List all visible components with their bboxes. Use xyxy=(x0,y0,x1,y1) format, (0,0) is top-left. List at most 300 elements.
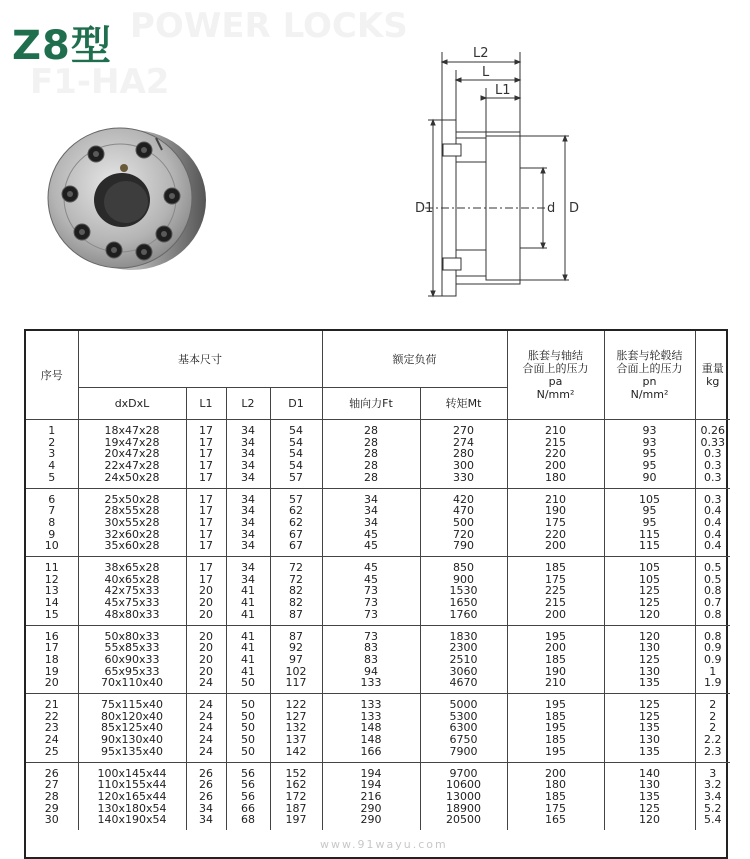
table-value: 57 xyxy=(289,470,303,484)
table-value: 194 xyxy=(360,766,382,780)
table-value: 83 xyxy=(364,652,378,666)
table-value: 210 xyxy=(545,492,566,506)
table-value: 7 xyxy=(48,504,56,518)
weight-cell xyxy=(695,694,730,763)
table-value: 135 xyxy=(639,789,660,803)
table-value: 2 xyxy=(48,435,56,449)
weight-cell xyxy=(695,625,730,694)
table-value: 85x125x40 xyxy=(100,721,163,735)
l1-cell xyxy=(186,762,226,830)
table-value: 120x165x44 xyxy=(97,789,167,803)
header-seq: 序号 xyxy=(26,331,78,420)
table-value: 22 xyxy=(44,709,59,723)
seq-cell xyxy=(26,557,78,626)
table-value: 28 xyxy=(44,789,59,803)
header-l2: L2 xyxy=(226,388,270,420)
table-value: 54 xyxy=(289,459,303,473)
table-value: 45x75x33 xyxy=(104,596,160,610)
label-D: D xyxy=(569,201,580,216)
table-value: 73 xyxy=(364,607,378,621)
table-value: 0.8 xyxy=(704,607,722,621)
table-value: 92 xyxy=(289,641,303,655)
table-value: 1830 xyxy=(449,629,478,643)
table-value: 24 xyxy=(199,744,213,758)
table-value: 130 xyxy=(639,778,660,792)
table-value: 330 xyxy=(453,470,474,484)
table-value: 3 xyxy=(48,447,56,461)
table-value: 200 xyxy=(545,641,566,655)
axial-force-cell xyxy=(322,557,420,626)
label-l1: L1 xyxy=(495,83,511,98)
weight-cell xyxy=(695,557,730,626)
table-value: 20500 xyxy=(446,813,481,827)
axial-force-cell xyxy=(322,694,420,763)
table-value: 175 xyxy=(545,572,566,586)
table-value: 120 xyxy=(639,607,660,621)
table-value: 470 xyxy=(453,504,474,518)
table-value: 54 xyxy=(289,435,303,449)
table-value: 18900 xyxy=(446,801,481,815)
weight-cell xyxy=(695,762,730,830)
table-value: 75x115x40 xyxy=(100,698,163,712)
table-row-group xyxy=(26,762,730,830)
table-value: 34 xyxy=(241,447,255,461)
table-value: 152 xyxy=(285,766,307,780)
l2-cell xyxy=(226,420,270,489)
table-value: 24 xyxy=(44,733,59,747)
d1-cell xyxy=(270,420,322,489)
dims-cell xyxy=(78,488,186,557)
table-value: 0.7 xyxy=(704,596,722,610)
table-value: 133 xyxy=(360,709,382,723)
header-rated-load: 额定负荷 xyxy=(322,331,507,388)
shaft-pressure-cell xyxy=(507,488,604,557)
table-value: 17 xyxy=(44,641,59,655)
table-value: 195 xyxy=(545,721,566,735)
table-value: 26 xyxy=(199,778,213,792)
table-value: 225 xyxy=(545,584,566,598)
table-value: 3.2 xyxy=(704,778,722,792)
table-value: 175 xyxy=(545,801,566,815)
table-value: 5.2 xyxy=(704,801,722,815)
table-value: 105 xyxy=(639,561,660,575)
table-value: 28 xyxy=(364,424,378,437)
table-value: 87 xyxy=(289,629,303,643)
header-torque: 转矩Mt xyxy=(420,388,507,420)
table-value: 290 xyxy=(360,813,382,827)
header-axial-force: 轴向力Ft xyxy=(322,388,420,420)
table-value: 15 xyxy=(44,607,59,621)
table-value: 290 xyxy=(360,801,382,815)
table-value: 130 xyxy=(639,733,660,747)
table-value: 68 xyxy=(241,813,255,827)
table-value: 850 xyxy=(453,561,474,575)
hub-pressure-cell xyxy=(604,557,695,626)
seq-cell xyxy=(26,420,78,489)
hub-pressure-cell xyxy=(604,625,695,694)
table-value: 1650 xyxy=(449,596,478,610)
table-value: 17 xyxy=(199,572,213,586)
table-value: 175 xyxy=(545,515,566,529)
table-value: 95x135x40 xyxy=(100,744,163,758)
table-value: 41 xyxy=(241,641,255,655)
table-value: 11 xyxy=(44,561,59,575)
table-value: 95 xyxy=(642,447,657,461)
table-value: 185 xyxy=(545,789,566,803)
ghost-text-top: POWER LOCKS xyxy=(130,6,408,46)
spec-table xyxy=(24,329,728,859)
table-value: 190 xyxy=(545,504,566,518)
d1-cell xyxy=(270,488,322,557)
d1-cell xyxy=(270,694,322,763)
table-value: 117 xyxy=(285,676,307,690)
table-value: 56 xyxy=(241,766,255,780)
table-value: 125 xyxy=(639,584,660,598)
table-row-group xyxy=(26,557,730,626)
table-value: 125 xyxy=(639,596,660,610)
l1-cell xyxy=(186,625,226,694)
table-value: 24 xyxy=(199,676,213,690)
table-value: 185 xyxy=(545,561,566,575)
table-value: 30 xyxy=(44,813,59,827)
table-value: 28 xyxy=(364,447,378,461)
table-value: 24 xyxy=(199,709,213,723)
table-value: 6750 xyxy=(449,733,478,747)
table-value: 2 xyxy=(709,721,717,735)
table-value: 17 xyxy=(199,515,213,529)
table-value: 0.4 xyxy=(704,527,722,541)
table-value: 280 xyxy=(453,447,474,461)
table-value: 62 xyxy=(289,515,303,529)
table-row-group xyxy=(26,625,730,694)
table-value: 0.33 xyxy=(700,435,725,449)
table-row-group xyxy=(26,694,730,763)
table-value: 67 xyxy=(289,527,303,541)
table-value: 195 xyxy=(545,744,566,758)
table-value: 41 xyxy=(241,584,255,598)
torque-cell xyxy=(420,625,507,694)
table-value: 72 xyxy=(289,561,303,575)
table-value: 70x110x40 xyxy=(100,676,163,690)
table-value: 41 xyxy=(241,607,255,621)
dims-cell xyxy=(78,420,186,489)
label-l: L xyxy=(482,65,490,80)
table-value: 50 xyxy=(241,698,255,712)
table-value: 210 xyxy=(545,424,566,437)
table-value: 29 xyxy=(44,801,59,815)
axial-force-cell xyxy=(322,488,420,557)
table-value: 28 xyxy=(364,459,378,473)
table-value: 48x80x33 xyxy=(104,607,160,621)
table-value: 215 xyxy=(545,435,566,449)
table-value: 20 xyxy=(199,607,213,621)
table-value: 0.4 xyxy=(704,515,722,529)
seq-cell xyxy=(26,625,78,694)
table-value: 41 xyxy=(241,652,255,666)
table-value: 0.5 xyxy=(704,561,722,575)
hub-pressure-cell xyxy=(604,488,695,557)
table-value: 185 xyxy=(545,652,566,666)
table-value: 97 xyxy=(289,652,303,666)
table-value: 180 xyxy=(545,778,566,792)
table-value: 24 xyxy=(199,721,213,735)
table-value: 34 xyxy=(241,539,255,553)
table-value: 17 xyxy=(199,470,213,484)
table-value: 67 xyxy=(289,539,303,553)
table-value: 30x55x28 xyxy=(104,515,160,529)
table-value: 2.2 xyxy=(704,733,722,747)
table-value: 185 xyxy=(545,733,566,747)
table-value: 194 xyxy=(360,778,382,792)
table-value: 45 xyxy=(364,561,378,575)
shaft-pressure-cell xyxy=(507,762,604,830)
table-value: 1 xyxy=(709,664,717,678)
torque-cell xyxy=(420,420,507,489)
table-value: 50 xyxy=(241,709,255,723)
table-value: 2510 xyxy=(449,652,478,666)
table-value: 2 xyxy=(709,709,717,723)
table-value: 148 xyxy=(360,721,382,735)
table-value: 50x80x33 xyxy=(104,629,160,643)
table-value: 34 xyxy=(241,424,255,437)
table-value: 133 xyxy=(360,698,382,712)
table-value: 3060 xyxy=(449,664,478,678)
table-value: 57 xyxy=(289,492,303,506)
table-value: 34 xyxy=(199,813,213,827)
table-value: 1 xyxy=(48,424,56,437)
table-value: 20 xyxy=(199,641,213,655)
table-value: 34 xyxy=(241,527,255,541)
table-value: 56 xyxy=(241,789,255,803)
table-value: 3 xyxy=(709,766,717,780)
l2-cell xyxy=(226,694,270,763)
l2-cell xyxy=(226,488,270,557)
table-value: 93 xyxy=(642,435,657,449)
table-value: 66 xyxy=(241,801,255,815)
d1-cell xyxy=(270,625,322,694)
table-value: 60x90x33 xyxy=(104,652,160,666)
table-value: 10600 xyxy=(446,778,481,792)
table-value: 19x47x28 xyxy=(104,435,160,449)
table-value: 73 xyxy=(364,584,378,598)
cross-section-drawing xyxy=(395,40,585,305)
table-value: 130 xyxy=(639,641,660,655)
table-value: 13 xyxy=(44,584,59,598)
table-value: 172 xyxy=(285,789,307,803)
table-value: 25 xyxy=(44,744,59,758)
table-value: 200 xyxy=(545,459,566,473)
torque-cell xyxy=(420,762,507,830)
table-value: 185 xyxy=(545,709,566,723)
axial-force-cell xyxy=(322,625,420,694)
table-value: 1760 xyxy=(449,607,478,621)
hub-pressure-cell xyxy=(604,694,695,763)
seq-cell xyxy=(26,488,78,557)
table-value: 25x50x28 xyxy=(104,492,160,506)
table-value: 105 xyxy=(639,572,660,586)
table-value: 215 xyxy=(545,596,566,610)
table-value: 34 xyxy=(241,470,255,484)
table-value: 41 xyxy=(241,596,255,610)
table-value: 1.9 xyxy=(704,676,722,690)
table-value: 137 xyxy=(285,733,307,747)
table-value: 17 xyxy=(199,539,213,553)
table-value: 190 xyxy=(545,664,566,678)
table-value: 130x180x54 xyxy=(97,801,167,815)
label-l2: L2 xyxy=(473,46,489,61)
table-value: 274 xyxy=(453,435,474,449)
hub-pressure-cell xyxy=(604,420,695,489)
d1-cell xyxy=(270,762,322,830)
table-value: 162 xyxy=(285,778,307,792)
table-value: 200 xyxy=(545,766,566,780)
table-value: 80x120x40 xyxy=(100,709,163,723)
page-title: Z8型 xyxy=(12,23,112,69)
torque-cell xyxy=(420,488,507,557)
torque-cell xyxy=(420,694,507,763)
table-value: 72 xyxy=(289,572,303,586)
table-value: 27 xyxy=(44,778,59,792)
table-value: 102 xyxy=(285,664,307,678)
table-value: 23 xyxy=(44,721,59,735)
table-value: 420 xyxy=(453,492,474,506)
table-value: 4 xyxy=(48,459,56,473)
table-value: 200 xyxy=(545,539,566,553)
table-value: 270 xyxy=(453,424,474,437)
table-value: 93 xyxy=(642,424,657,437)
table-value: 132 xyxy=(285,721,307,735)
table-value: 17 xyxy=(199,459,213,473)
header-d1: D1 xyxy=(270,388,322,420)
table-value: 17 xyxy=(199,504,213,518)
table-value: 55x85x33 xyxy=(104,641,160,655)
table-value: 24x50x28 xyxy=(104,470,160,484)
table-value: 65x95x33 xyxy=(104,664,160,678)
table-value: 24 xyxy=(199,698,213,712)
table-value: 34 xyxy=(364,504,378,518)
table-value: 125 xyxy=(639,698,660,712)
table-value: 34 xyxy=(241,459,255,473)
table-value: 34 xyxy=(241,435,255,449)
table-value: 500 xyxy=(453,515,474,529)
table-value: 790 xyxy=(453,539,474,553)
shaft-pressure-cell xyxy=(507,694,604,763)
table-value: 50 xyxy=(241,733,255,747)
table-value: 200 xyxy=(545,607,566,621)
table-value: 110x155x44 xyxy=(97,778,167,792)
table-value: 95 xyxy=(642,515,657,529)
dims-cell xyxy=(78,694,186,763)
table-value: 125 xyxy=(639,652,660,666)
table-value: 17 xyxy=(199,492,213,506)
header-basic-dims: 基本尺寸 xyxy=(78,331,322,388)
table-value: 95 xyxy=(642,459,657,473)
table-value: 12 xyxy=(44,572,59,586)
table-value: 73 xyxy=(364,596,378,610)
table-value: 135 xyxy=(639,676,660,690)
header-shaft-pressure: 胀套与轴结 合面上的压力 pa N/mm² xyxy=(507,331,604,420)
table-value: 900 xyxy=(453,572,474,586)
table-value: 9700 xyxy=(449,766,478,780)
shaft-pressure-cell xyxy=(507,557,604,626)
table-value: 100x145x44 xyxy=(97,766,167,780)
torque-cell xyxy=(420,557,507,626)
table-value: 45 xyxy=(364,539,378,553)
table-value: 6300 xyxy=(449,721,478,735)
table-value: 82 xyxy=(289,596,303,610)
table-value: 140x190x54 xyxy=(97,813,167,827)
table-value: 125 xyxy=(639,709,660,723)
table-value: 45 xyxy=(364,527,378,541)
table-value: 1530 xyxy=(449,584,478,598)
table-value: 220 xyxy=(545,527,566,541)
table-value: 720 xyxy=(453,527,474,541)
table-value: 195 xyxy=(545,698,566,712)
table-value: 40x65x28 xyxy=(104,572,160,586)
table-value: 0.9 xyxy=(704,641,722,655)
table-value: 127 xyxy=(285,709,307,723)
header-weight: 重量 kg xyxy=(695,331,730,420)
table-value: 90x130x40 xyxy=(100,733,163,747)
table-value: 115 xyxy=(639,527,660,541)
table-value: 82 xyxy=(289,584,303,598)
table-value: 34 xyxy=(241,561,255,575)
table-value: 0.3 xyxy=(704,459,722,473)
table-value: 2 xyxy=(709,698,717,712)
table-value: 41 xyxy=(241,664,255,678)
table-value: 130 xyxy=(639,664,660,678)
weight-cell xyxy=(695,488,730,557)
table-value: 0.8 xyxy=(704,629,722,643)
table-value: 28 xyxy=(364,435,378,449)
table-value: 135 xyxy=(639,744,660,758)
table-value: 195 xyxy=(545,629,566,643)
l2-cell xyxy=(226,625,270,694)
table-value: 13000 xyxy=(446,789,481,803)
table-value: 50 xyxy=(241,721,255,735)
l2-cell xyxy=(226,762,270,830)
table-value: 120 xyxy=(639,813,660,827)
table-value: 2.3 xyxy=(704,744,722,758)
table-value: 73 xyxy=(364,629,378,643)
table-value: 133 xyxy=(360,676,382,690)
table-value: 142 xyxy=(285,744,307,758)
table-value: 20 xyxy=(199,584,213,598)
table-value: 0.4 xyxy=(704,504,722,518)
table-value: 42x75x33 xyxy=(104,584,160,598)
table-value: 165 xyxy=(545,813,566,827)
table-value: 26 xyxy=(199,766,213,780)
table-value: 17 xyxy=(199,561,213,575)
table-value: 18x47x28 xyxy=(104,424,160,437)
table-value: 9 xyxy=(48,527,56,541)
axial-force-cell xyxy=(322,420,420,489)
dims-cell xyxy=(78,625,186,694)
table-value: 26 xyxy=(199,789,213,803)
table-value: 197 xyxy=(285,813,307,827)
shaft-pressure-cell xyxy=(507,625,604,694)
table-value: 148 xyxy=(360,733,382,747)
table-value: 90 xyxy=(642,470,657,484)
table-value: 166 xyxy=(360,744,382,758)
table-value: 17 xyxy=(199,447,213,461)
table-value: 7900 xyxy=(449,744,478,758)
table-value: 10 xyxy=(44,539,59,553)
table-value: 0.5 xyxy=(704,572,722,586)
table-value: 34 xyxy=(364,515,378,529)
table-value: 180 xyxy=(545,470,566,484)
table-value: 19 xyxy=(44,664,59,678)
